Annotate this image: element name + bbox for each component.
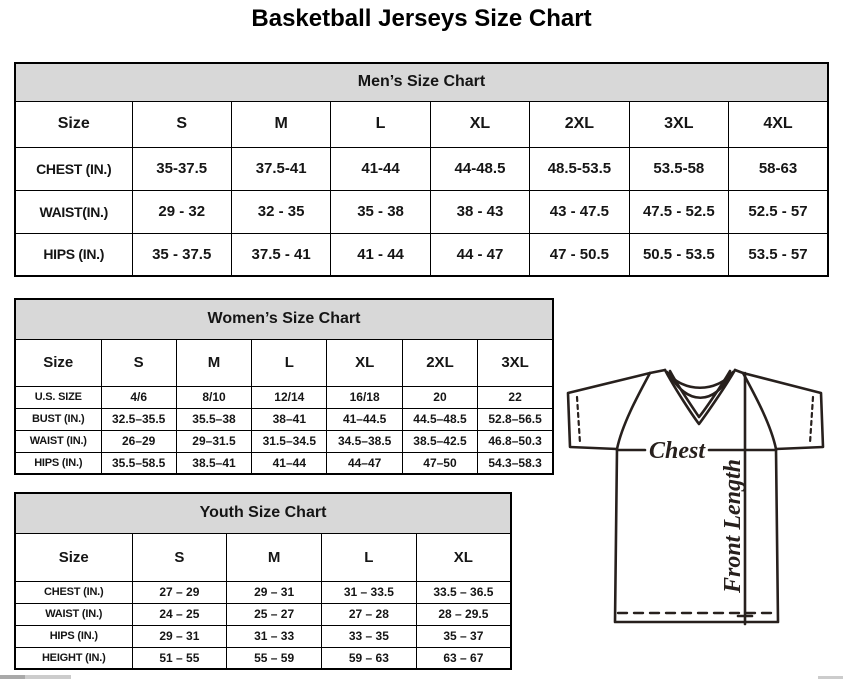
row-label-hips: HIPS (IN.) — [15, 625, 132, 647]
row-label-hips: HIPS (IN.) — [15, 233, 132, 276]
col-header-s: S — [101, 339, 176, 386]
cell: 44 - 47 — [430, 233, 529, 276]
cell: 53.5-58 — [629, 147, 728, 190]
cell: 37.5 - 41 — [231, 233, 330, 276]
cell: 50.5 - 53.5 — [629, 233, 728, 276]
cell: 35.5–58.5 — [101, 452, 176, 474]
cell: 33.5 – 36.5 — [416, 581, 511, 603]
col-header-l: L — [322, 533, 417, 581]
table-row — [15, 386, 553, 408]
cell: 44.5–48.5 — [402, 408, 477, 430]
col-header-3xl: 3XL — [478, 339, 553, 386]
table-row — [15, 647, 511, 669]
table-row — [15, 233, 828, 276]
cell: 29 - 32 — [132, 190, 231, 233]
col-header-m: M — [227, 533, 322, 581]
row-label-us-size: U.S. SIZE — [15, 386, 101, 408]
cell: 4/6 — [101, 386, 176, 408]
cell: 20 — [402, 386, 477, 408]
cell: 12/14 — [252, 386, 327, 408]
cell: 31 – 33 — [227, 625, 322, 647]
jersey-outline — [568, 370, 823, 622]
mens-size-header-row — [15, 101, 828, 147]
col-header-xl: XL — [416, 533, 511, 581]
cell: 63 – 67 — [416, 647, 511, 669]
cell: 26–29 — [101, 430, 176, 452]
row-label-waist: WAIST (IN.) — [15, 603, 132, 625]
table-row — [15, 408, 553, 430]
cell: 41 - 44 — [331, 233, 430, 276]
youth-table-title: Youth Size Chart — [15, 493, 511, 533]
col-header-3xl: 3XL — [629, 101, 728, 147]
table-row — [15, 147, 828, 190]
cell: 32 - 35 — [231, 190, 330, 233]
col-header-4xl: 4XL — [729, 101, 828, 147]
col-header-m: M — [176, 339, 251, 386]
col-header-2xl: 2XL — [530, 101, 629, 147]
cell: 35 – 37 — [416, 625, 511, 647]
cell: 31 – 33.5 — [322, 581, 417, 603]
cell: 33 – 35 — [322, 625, 417, 647]
cell: 29 – 31 — [227, 581, 322, 603]
cell: 44–47 — [327, 452, 402, 474]
cell: 35.5–38 — [176, 408, 251, 430]
col-header-xl: XL — [430, 101, 529, 147]
cell: 43 - 47.5 — [530, 190, 629, 233]
page-title: Basketball Jerseys Size Chart — [251, 5, 592, 32]
cell: 41–44 — [252, 452, 327, 474]
womens-table-title: Women’s Size Chart — [15, 299, 553, 339]
cell: 59 – 63 — [322, 647, 417, 669]
womens-size-table — [14, 298, 554, 475]
cell: 51 – 55 — [132, 647, 227, 669]
cell: 32.5–35.5 — [101, 408, 176, 430]
row-label-chest: CHEST (IN.) — [15, 581, 132, 603]
cell: 16/18 — [327, 386, 402, 408]
col-header-l: L — [331, 101, 430, 147]
cell: 27 – 28 — [322, 603, 417, 625]
womens-size-header-row — [15, 339, 553, 386]
row-label-waist: WAIST (IN.) — [15, 430, 101, 452]
jersey-diagram — [557, 363, 833, 629]
cell: 31.5–34.5 — [252, 430, 327, 452]
cell: 38–41 — [252, 408, 327, 430]
col-header-s: S — [132, 101, 231, 147]
row-label-hips: HIPS (IN.) — [15, 452, 101, 474]
cell: 53.5 - 57 — [729, 233, 828, 276]
row-label-height: HEIGHT (IN.) — [15, 647, 132, 669]
cell: 35 - 37.5 — [132, 233, 231, 276]
cell: 55 – 59 — [227, 647, 322, 669]
table-row — [15, 581, 511, 603]
table-row — [15, 430, 553, 452]
cell: 27 – 29 — [132, 581, 227, 603]
front-length-label: Front Length — [720, 458, 746, 594]
youth-size-table — [14, 492, 512, 670]
row-label-chest: CHEST (IN.) — [15, 147, 132, 190]
row-label-waist: WAIST(IN.) — [15, 190, 132, 233]
col-header-2xl: 2XL — [402, 339, 477, 386]
cell: 54.3–58.3 — [478, 452, 553, 474]
table-row — [15, 190, 828, 233]
table-row — [15, 625, 511, 647]
cell: 47–50 — [402, 452, 477, 474]
col-header-m: M — [231, 101, 330, 147]
jersey-collar — [665, 370, 735, 424]
horizontal-scrollbar-button-left[interactable] — [0, 675, 25, 679]
cell: 24 – 25 — [132, 603, 227, 625]
chest-label: Chest — [648, 438, 706, 464]
cell: 29–31.5 — [176, 430, 251, 452]
table-row — [15, 603, 511, 625]
cell: 29 – 31 — [132, 625, 227, 647]
cell: 58-63 — [729, 147, 828, 190]
row-label-bust: BUST (IN.) — [15, 408, 101, 430]
table-row — [15, 452, 553, 474]
cell: 52.5 - 57 — [729, 190, 828, 233]
col-header-size: Size — [15, 101, 132, 147]
cell: 28 – 29.5 — [416, 603, 511, 625]
cell: 35-37.5 — [132, 147, 231, 190]
mens-size-table — [14, 62, 829, 277]
cell: 38 - 43 — [430, 190, 529, 233]
cell: 46.8–50.3 — [478, 430, 553, 452]
cell: 34.5–38.5 — [327, 430, 402, 452]
cell: 44-48.5 — [430, 147, 529, 190]
cell: 8/10 — [176, 386, 251, 408]
cell: 25 – 27 — [227, 603, 322, 625]
cell: 41–44.5 — [327, 408, 402, 430]
col-header-size: Size — [15, 339, 101, 386]
youth-size-header-row — [15, 533, 511, 581]
col-header-xl: XL — [327, 339, 402, 386]
mens-table-title: Men’s Size Chart — [15, 63, 828, 101]
cell: 47.5 - 52.5 — [629, 190, 728, 233]
cell: 38.5–41 — [176, 452, 251, 474]
cell: 22 — [478, 386, 553, 408]
cell: 35 - 38 — [331, 190, 430, 233]
col-header-l: L — [252, 339, 327, 386]
cell: 52.8–56.5 — [478, 408, 553, 430]
col-header-size: Size — [15, 533, 132, 581]
cell: 48.5-53.5 — [530, 147, 629, 190]
cell: 41-44 — [331, 147, 430, 190]
cell: 38.5–42.5 — [402, 430, 477, 452]
col-header-s: S — [132, 533, 227, 581]
cell: 47 - 50.5 — [530, 233, 629, 276]
cell: 37.5-41 — [231, 147, 330, 190]
